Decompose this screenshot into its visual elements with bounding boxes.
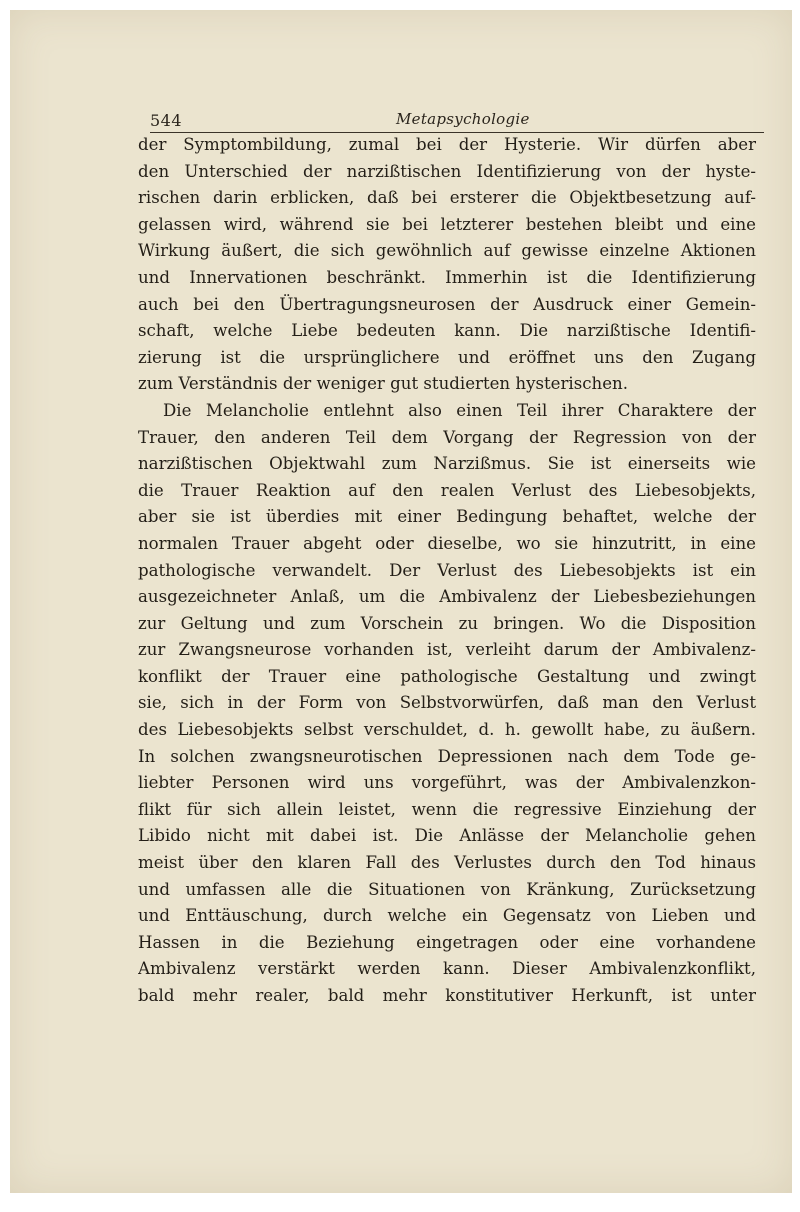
text-line: zur Zwangsneurose vorhanden ist, verleiht darum der Ambivalenz- — [138, 640, 756, 660]
running-title: Metapsychologie — [396, 110, 530, 128]
text-line: rischen darin erblicken, daß bei ersterer die Objektbesetzung auf- — [138, 188, 756, 208]
text-line: auch bei den Übertragungsneurosen der Ausdruck einer Gemein- — [138, 294, 756, 314]
text-line: In solchen zwangsneurotischen Depressionen nach dem Tode ge- — [138, 746, 756, 766]
text-line: bald mehr realer, bald mehr konstitutiver Herkunft, ist unter — [138, 986, 756, 1005]
page-header — [150, 106, 764, 133]
text-line: flikt für sich allein leistet, wenn die regressive Einziehung der — [138, 799, 756, 819]
text-line: schaft, welche Liebe bedeuten kann. Die narzißtische Identifi- — [138, 321, 756, 341]
text-line: narzißtischen Objektwahl zum Narzißmus. Sie ist einerseits wie — [138, 454, 756, 474]
text-line: Ambivalenz verstärkt werden kann. Dieser Ambivalenzkonflikt, — [138, 959, 756, 979]
text-line: zum Verständnis der weniger gut studierten hysterischen. — [138, 374, 628, 394]
text-line: der Symptombildung, zumal bei der Hysterie. Wir dürfen aber — [138, 135, 756, 154]
text-line: Trauer, den anderen Teil dem Vorgang der Regression von der — [138, 427, 756, 447]
text-line: konflikt der Trauer eine pathologische Gestaltung und zwingt — [138, 666, 756, 686]
text-line: aber sie ist überdies mit einer Bedingung behaftet, welche der — [138, 507, 756, 527]
text-line: sie, sich in der Form von Selbstvorwürfen, daß man den Verlust — [138, 693, 756, 713]
text-line: Wirkung äußert, die sich gewöhnlich auf gewisse einzelne Aktionen — [138, 241, 756, 261]
text-line: die Trauer Reaktion auf den realen Verlust des Liebesobjekts, — [138, 480, 756, 500]
text-line: meist über den klaren Fall des Verlustes durch den Tod hinaus — [138, 853, 756, 873]
text-line: und Innervationen beschränkt. Immerhin ist die Identifizierung — [138, 267, 756, 287]
text-line: den Unterschied der narzißtischen Identifizierung von der hyste- — [138, 161, 756, 181]
text-line: Hassen in die Beziehung eingetragen oder eine vorhandene — [138, 932, 756, 952]
paragraph-start: Die Melancholie entlehnt also einen Teil ihrer Charaktere der — [163, 400, 756, 420]
text-line: pathologische verwandelt. Der Verlust des Liebesobjekts ist ein — [138, 560, 756, 580]
text-line: und Enttäuschung, durch welche ein Gegensatz von Lieben und — [138, 906, 756, 926]
text-line: ausgezeichneter Anlaß, um die Ambivalenz der Liebesbeziehungen — [138, 587, 756, 607]
text-line: und umfassen alle die Situationen von Kränkung, Zurücksetzung — [138, 879, 756, 899]
text-line: zur Geltung und zum Vorschein zu bringen. Wo die Disposition — [138, 613, 756, 633]
text-line: gelassen wird, während sie bei letzterer bestehen bleibt und eine — [138, 214, 756, 234]
text-line: zierung ist die ursprünglichere und eröffnet uns den Zugang — [138, 347, 756, 367]
body-text — [138, 132, 756, 1010]
text-line: des Liebesobjekts selbst verschuldet, d. h. gewollt habe, zu äußern. — [138, 720, 756, 740]
text-line: normalen Trauer abgeht oder dieselbe, wo sie hinzutritt, in eine — [138, 533, 756, 553]
text-line: liebter Personen wird uns vorgeführt, was der Ambivalenzkon- — [138, 773, 756, 793]
page-number: 544 — [150, 111, 183, 130]
text-line: Libido nicht mit dabei ist. Die Anlässe der Melancholie gehen — [138, 826, 756, 846]
